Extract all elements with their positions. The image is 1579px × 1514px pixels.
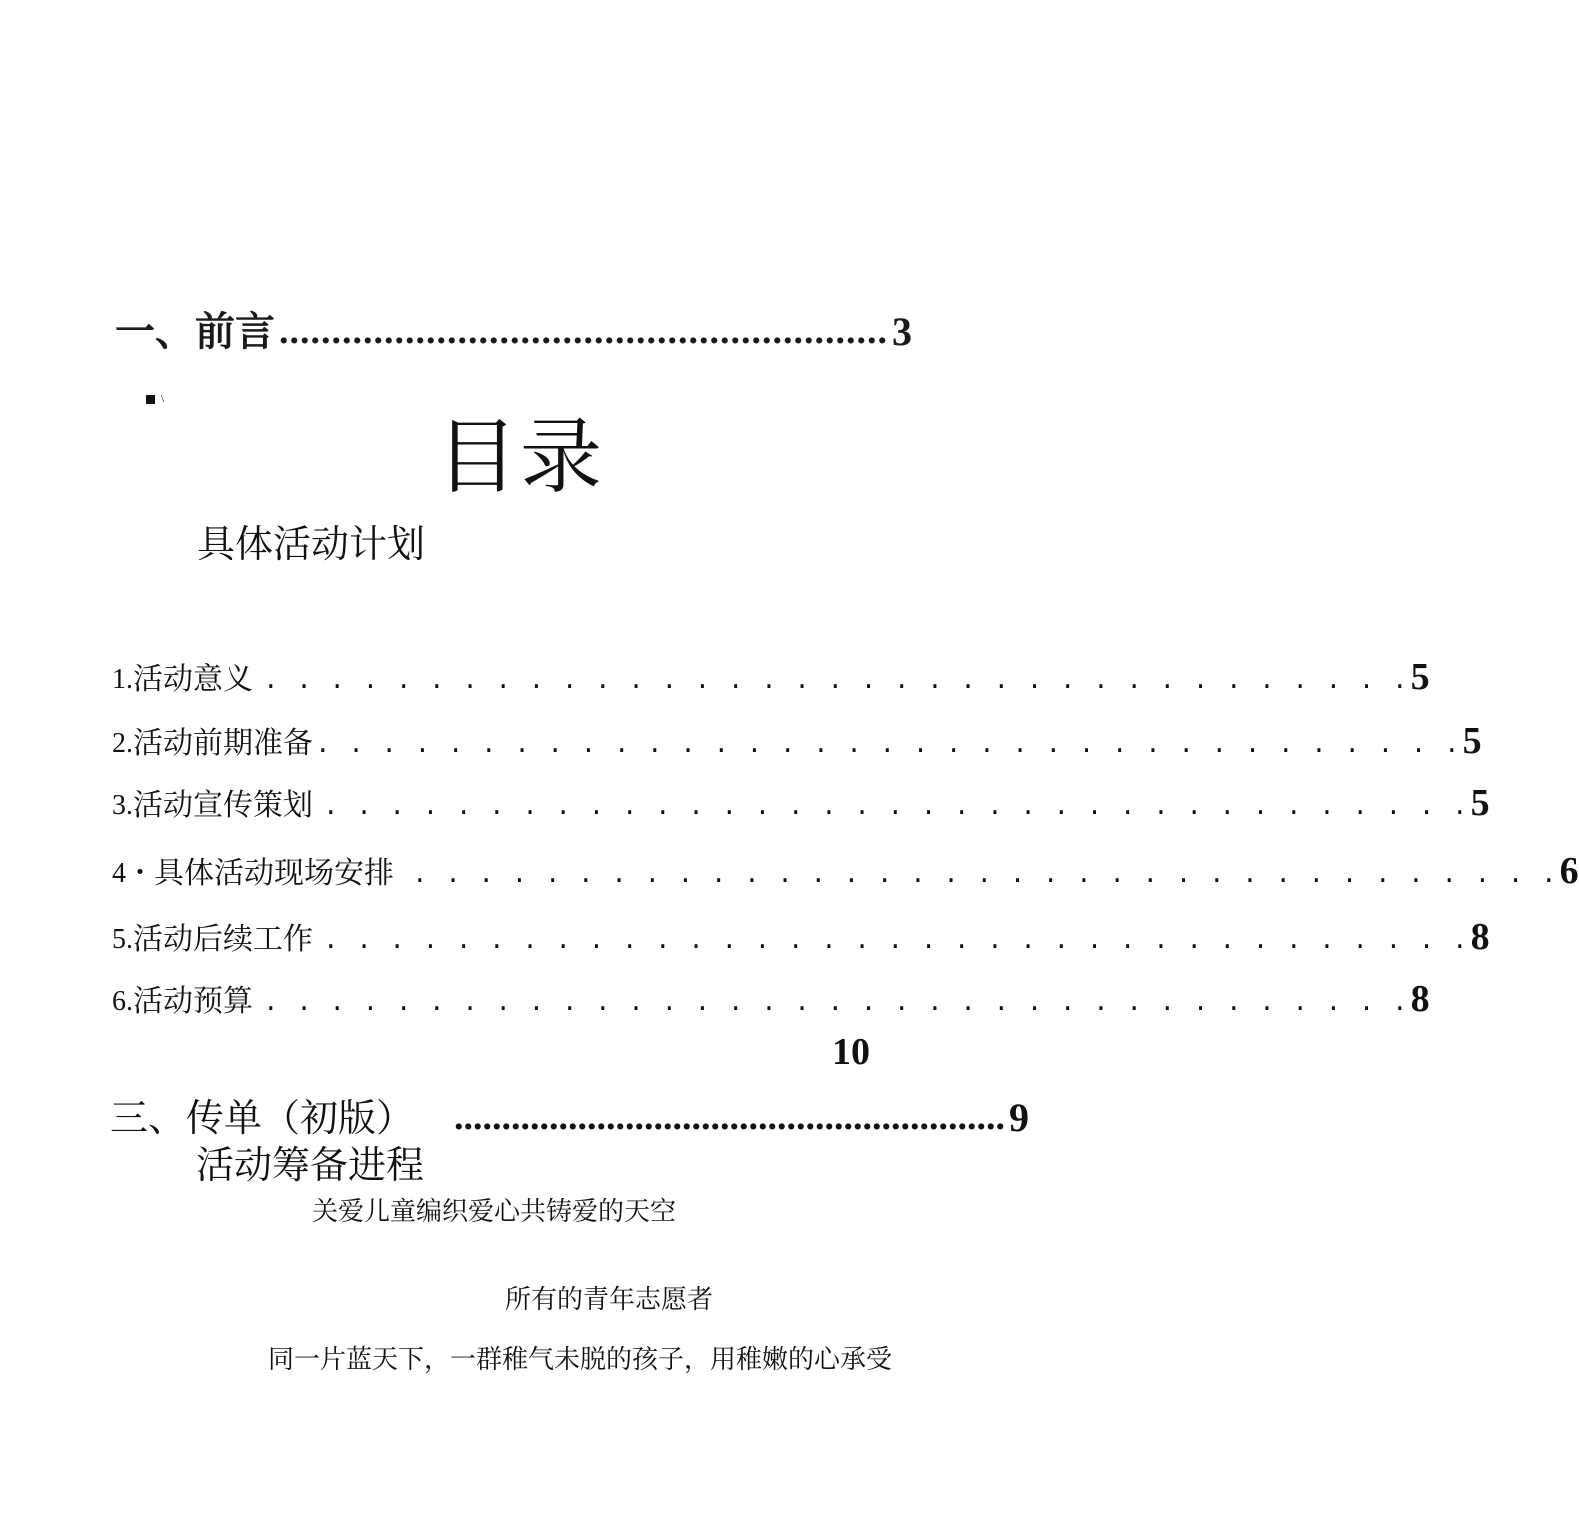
toc-entry-flyer: [110, 1088, 1030, 1144]
toc-entry: [112, 778, 1490, 826]
section-subheading: 具体活动计划: [197, 522, 426, 566]
audience-text: 所有的青年志愿者: [505, 1285, 714, 1315]
toc-entry: [112, 652, 1430, 700]
toc-page-number: 6: [1559, 850, 1579, 892]
toc-entry: [112, 716, 1482, 764]
toc-entry-label: 活动预算: [133, 984, 253, 1019]
toc-entry-label: 活动意义: [133, 662, 253, 697]
toc-page-number: 8: [1470, 916, 1490, 958]
toc-entry-label: 活动后续工作: [133, 922, 313, 957]
slogan-text: 关爱儿童编织爱心共铸爱的天空: [312, 1197, 677, 1227]
toc-entry-number: 2.: [112, 728, 133, 759]
toc-entry-number: 3.: [112, 790, 133, 821]
toc-entry-number: 4・: [112, 858, 155, 889]
toc-page-number: 5: [1470, 782, 1490, 824]
toc-entry-preface: [115, 302, 912, 358]
bullet-marker: [146, 392, 186, 406]
toc-entry-number: 6.: [112, 986, 133, 1017]
toc-leader-dots: . . . . . . . . . . . . . . . . . . . . . . . . . . . . . . . . . . .: [315, 730, 1461, 760]
toc-leader-dots: . . . . . . . . . . . . . . . . . . . . . . . . . . . . . . . . . . .: [412, 860, 1558, 890]
toc-leader-dots: ..........................................................: [454, 1096, 1006, 1138]
toc-page-number: 3: [892, 309, 912, 354]
square-bullet-icon: [146, 395, 155, 404]
toc-entry-label: 活动前期准备: [133, 726, 313, 761]
marker-text: \: [161, 392, 165, 405]
toc-entry-number: 1.: [112, 664, 133, 695]
toc-page-number: 9: [1009, 1095, 1030, 1140]
toc-page-number: 5: [1462, 720, 1482, 762]
toc-leader-dots: ..........................................................: [279, 310, 888, 352]
toc-page-number: 10: [832, 1031, 870, 1073]
body-text-line: 同一片蓝天下，一群稚气未脱的孩子，用稚嫩的心承受: [268, 1345, 893, 1375]
toc-leader-dots: . . . . . . . . . . . . . . . . . . . . . . . . . . . . . . . . . . .: [323, 926, 1469, 956]
toc-entry-number: 5.: [112, 924, 133, 955]
toc-page-number: 8: [1410, 978, 1430, 1020]
toc-entry: [112, 912, 1490, 960]
toc-entry-label: 具体活动现场安排: [154, 856, 395, 891]
toc-entry-label: 三、传单（初版）: [110, 1096, 415, 1140]
toc-entry-label: 一、前言: [115, 308, 275, 355]
toc-page-number: 5: [1410, 656, 1430, 698]
page-title: 目录: [436, 410, 605, 505]
toc-entry-label: 活动宣传策划: [133, 788, 313, 823]
toc-leader-dots: . . . . . . . . . . . . . . . . . . . . . . . . . . . . . . . . . . .: [263, 666, 1409, 696]
toc-entry: [112, 846, 1579, 894]
section-subheading: 活动筹备进程: [196, 1143, 425, 1187]
toc-entry: [112, 974, 1430, 1022]
toc-leader-dots: . . . . . . . . . . . . . . . . . . . . . . . . . . . . . . . . . . .: [323, 792, 1469, 822]
toc-leader-dots: . . . . . . . . . . . . . . . . . . . . . . . . . . . . . . . . . . .: [263, 988, 1409, 1018]
